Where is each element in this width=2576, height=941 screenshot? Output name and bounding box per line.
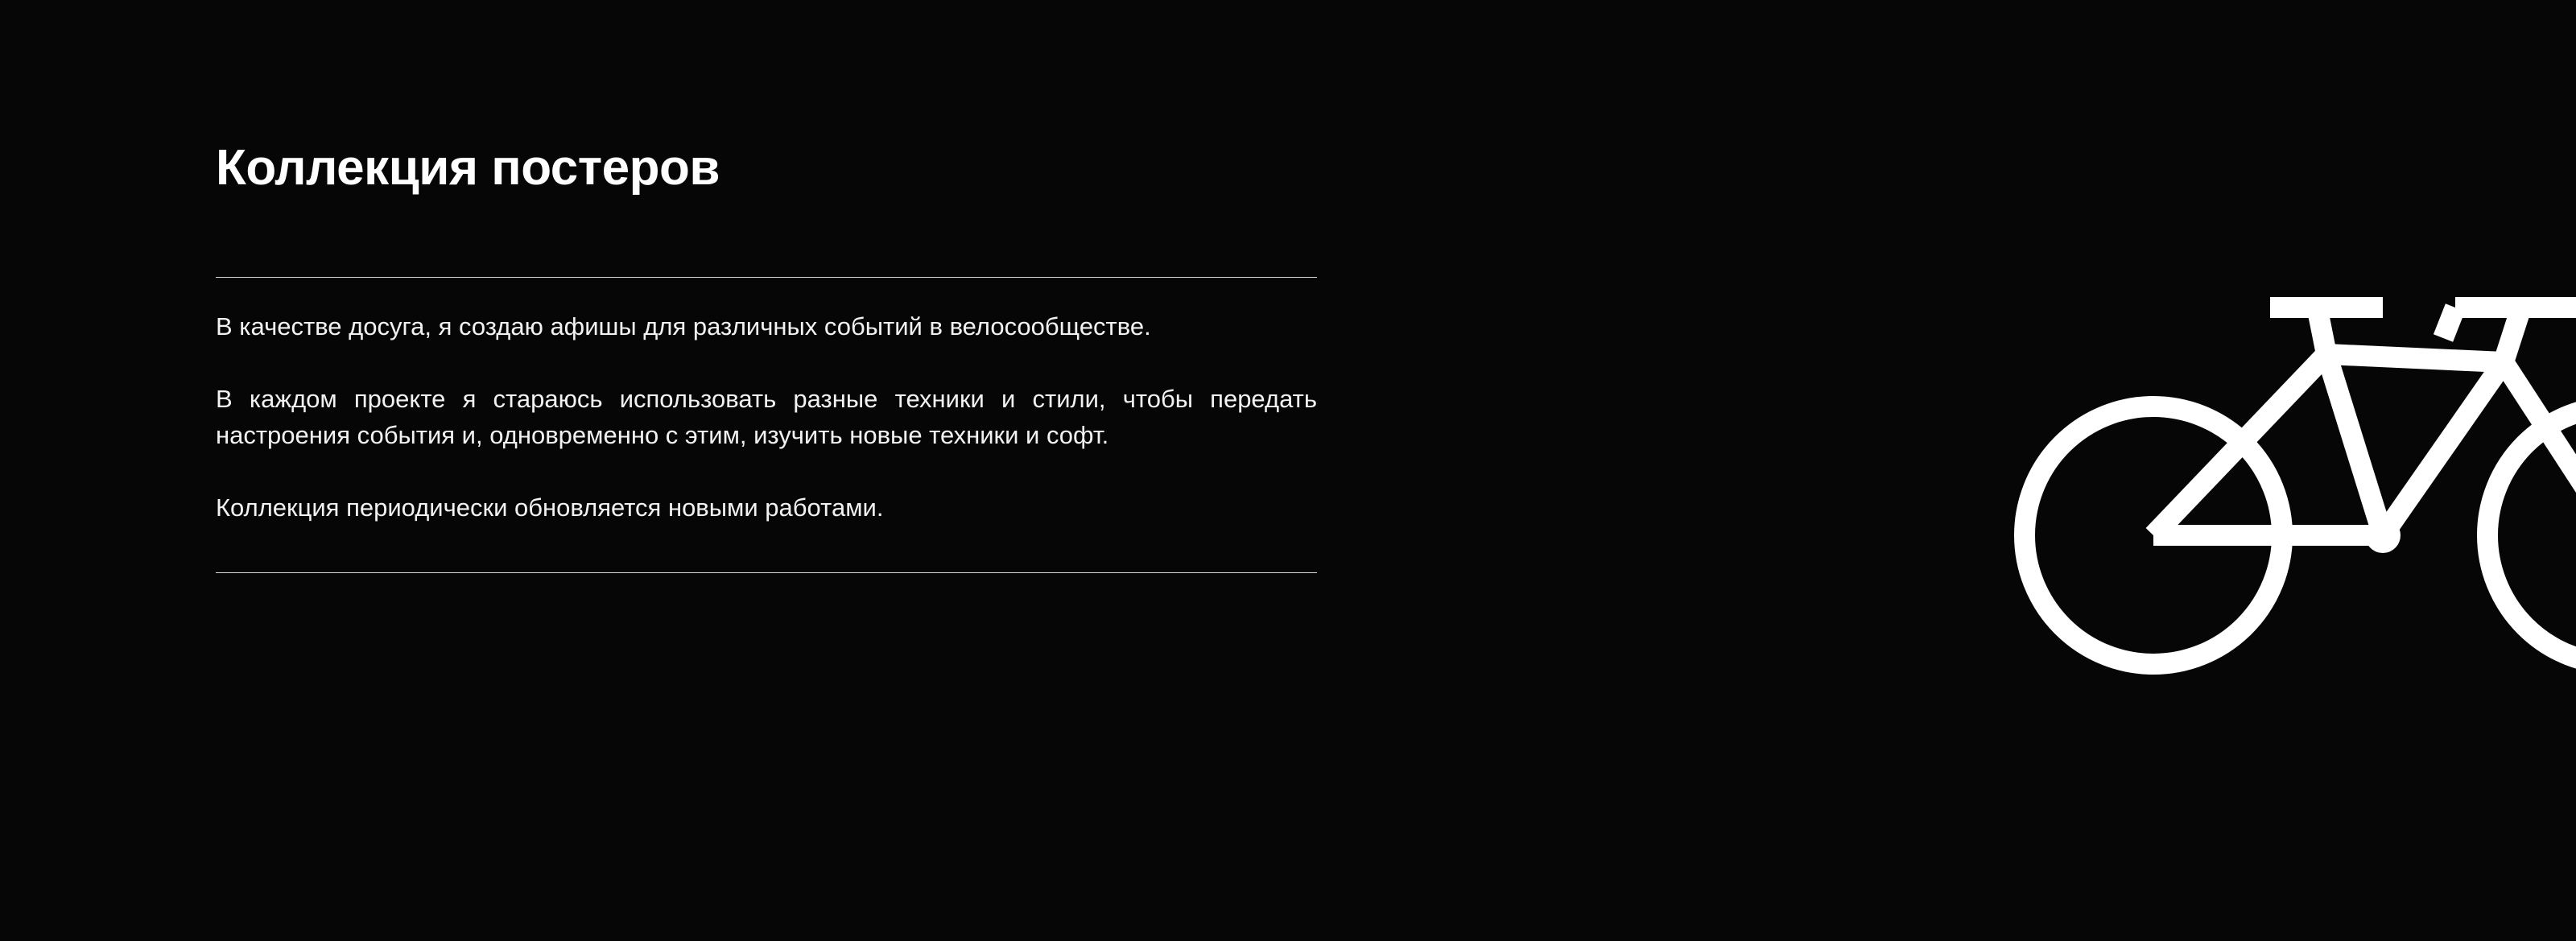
paragraph-3: Коллекция периодически обновляется новыми работами. [216, 493, 884, 522]
page-title: Коллекция постеров [216, 140, 720, 196]
paragraph-1: В качестве досуга, я создаю афишы для различных событий в велосообществе. [216, 312, 1151, 341]
bicycle-icon [2004, 217, 2576, 700]
divider-top [216, 277, 1317, 278]
body-copy [216, 308, 1317, 526]
divider-bottom [216, 572, 1317, 573]
text-content-block [216, 141, 1317, 573]
paragraph-2: В каждом проекте я стараюсь использовать разные техники и стили, чтобы передать настроения события и, одновременно с этим, изучить новые техники и софт. [216, 384, 1317, 450]
